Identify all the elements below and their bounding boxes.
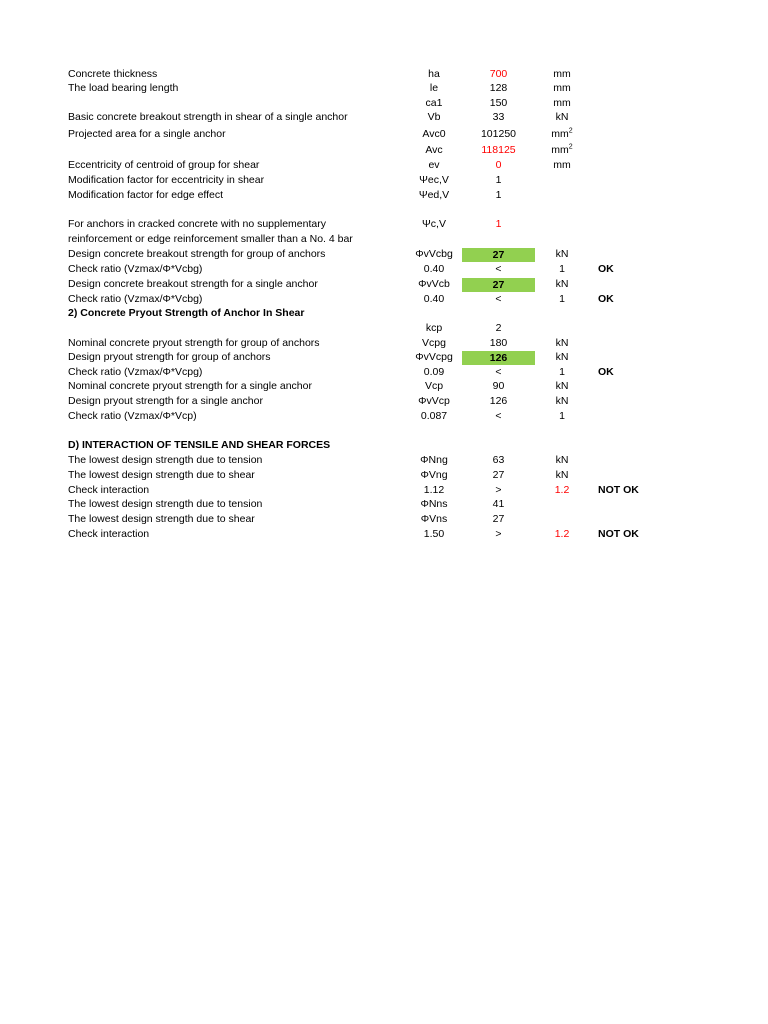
cell-description	[68, 110, 348, 125]
unit-superscript: 2	[568, 127, 573, 135]
cell-unit-text: 1	[559, 263, 565, 275]
cell-description	[68, 483, 149, 498]
cell-value	[462, 512, 535, 527]
unit-superscript: 2	[568, 143, 573, 151]
cell-comparator-text: <	[495, 366, 502, 378]
cell-value-text: 27	[492, 249, 505, 261]
cell-value-text: 700	[489, 68, 508, 80]
cell-unit	[530, 453, 594, 468]
cell-value	[462, 379, 535, 394]
cell-value	[462, 351, 535, 365]
cell-unit	[530, 81, 594, 96]
cell-unit	[530, 247, 594, 262]
cell-description	[68, 365, 202, 380]
cell-description	[68, 306, 304, 321]
cell-status-text: NOT OK	[598, 528, 639, 540]
sheet-row	[0, 277, 768, 292]
cell-value	[462, 81, 535, 96]
cell-value-text: 126	[489, 352, 508, 364]
cell-description	[68, 158, 259, 173]
cell-description-text: For anchors in cracked concrete with no supplementary	[68, 218, 326, 230]
cell-unit-text: kN	[555, 380, 569, 392]
cell-symbol-text: 0.40	[423, 263, 445, 275]
cell-value-text: 128	[489, 82, 508, 94]
cell-description-text: 2) Concrete Pryout Strength of Anchor In Shear	[68, 307, 305, 319]
cell-value	[462, 217, 535, 232]
cell-symbol-text: ha	[428, 68, 440, 80]
cell-description-text: Projected area for a single anchor	[68, 128, 226, 140]
cell-description-text: The lowest design strength due to shear	[68, 513, 255, 525]
cell-status	[598, 483, 648, 498]
cell-unit	[530, 158, 594, 173]
cell-symbol-text: Vcpg	[422, 337, 446, 349]
cell-value	[462, 248, 535, 262]
cell-description-text: Check ratio (Vzmax/Φ*Vcpg)	[68, 366, 203, 378]
cell-value	[462, 453, 535, 468]
sheet-row	[0, 379, 768, 394]
cell-symbol-text: kcp	[425, 322, 443, 334]
cell-description	[68, 394, 263, 409]
cell-symbol-text: ΦNng	[420, 454, 448, 466]
cell-description-text: Basic concrete breakout strength in shear of a single anchor	[68, 111, 348, 123]
cell-value-text: 41	[492, 498, 505, 510]
cell-value	[462, 158, 535, 173]
sheet-row	[0, 306, 768, 321]
cell-comparator-text: <	[495, 263, 502, 275]
sheet-row	[0, 96, 768, 111]
sheet-row	[0, 365, 768, 380]
sheet-row	[0, 321, 768, 336]
cell-symbol-text: ΦvVcb	[418, 278, 450, 290]
cell-value-text: 126	[489, 395, 508, 407]
cell-unit	[530, 127, 594, 142]
sheet-row	[0, 247, 768, 262]
cell-status	[598, 527, 648, 542]
cell-value-text: 180	[489, 337, 508, 349]
cell-description-text: Modification factor for eccentricity in shear	[68, 174, 265, 186]
cell-comparator	[462, 483, 535, 498]
cell-symbol-text: 1.50	[423, 528, 445, 540]
sheet-row	[0, 127, 768, 142]
cell-symbol-text: Avc0	[422, 128, 446, 140]
cell-status-text: OK	[598, 366, 614, 378]
cell-value	[462, 188, 535, 203]
cell-unit-text: mm	[553, 159, 571, 171]
cell-description	[68, 67, 157, 82]
cell-unit	[530, 379, 594, 394]
cell-value-text: 150	[489, 97, 508, 109]
cell-symbol-text: 0.09	[423, 366, 445, 378]
cell-symbol-text: ΦvVcp	[418, 395, 450, 407]
cell-description-text: The lowest design strength due to shear	[68, 469, 255, 481]
cell-unit	[530, 262, 594, 277]
cell-status-text: OK	[598, 293, 614, 305]
cell-description-text: Eccentricity of centroid of group for shear	[68, 159, 260, 171]
cell-symbol-text: Ψc,V	[422, 218, 446, 230]
cell-symbol-text: Vcp	[424, 380, 444, 392]
cell-description	[68, 497, 262, 512]
cell-value	[462, 67, 535, 82]
cell-comparator	[462, 527, 535, 542]
cell-value-text: 118125	[481, 144, 516, 156]
cell-symbol-text: ev	[428, 159, 440, 171]
cell-description-text: reinforcement or edge reinforcement smaller than a No. 4 bar	[68, 233, 353, 245]
cell-unit-text: 1.2	[554, 484, 570, 496]
cell-description-text: Check interaction	[68, 484, 150, 496]
cell-description	[68, 292, 202, 307]
cell-symbol-text: ca1	[425, 97, 443, 109]
cell-unit	[530, 350, 594, 365]
cell-unit-text: kN	[555, 248, 569, 260]
cell-description-text: Design pryout strength for a single anchor	[68, 395, 263, 407]
cell-value-text: 63	[492, 454, 505, 466]
cell-description	[68, 232, 353, 247]
cell-description	[68, 453, 262, 468]
cell-unit-text: 1	[559, 410, 565, 422]
sheet-row	[0, 512, 768, 527]
cell-unit-text: mm	[551, 128, 569, 140]
cell-value-text: 27	[492, 469, 505, 481]
cell-description-text: Nominal concrete pryout strength for group of anchors	[68, 337, 320, 349]
cell-unit-text: mm	[553, 68, 571, 80]
cell-unit	[530, 483, 594, 498]
cell-comparator-text: <	[495, 293, 502, 305]
sheet-row	[0, 468, 768, 483]
cell-value	[462, 278, 535, 292]
sheet-row	[0, 158, 768, 173]
cell-description-text: Modification factor for edge effect	[68, 189, 224, 201]
sheet-row	[0, 81, 768, 96]
sheet-row	[0, 336, 768, 351]
sheet-row	[0, 143, 768, 158]
cell-description	[68, 527, 149, 542]
cell-description-text: D) INTERACTION OF TENSILE AND SHEAR FORCES	[68, 439, 331, 451]
sheet-row	[0, 527, 768, 542]
cell-value-text: 101250	[480, 128, 517, 140]
sheet-row	[0, 483, 768, 498]
cell-unit-text: mm	[553, 97, 571, 109]
cell-symbol-text: Avc	[425, 144, 443, 156]
sheet-row	[0, 188, 768, 203]
cell-unit	[530, 96, 594, 111]
cell-description-text: The lowest design strength due to tension	[68, 498, 263, 510]
cell-comparator-text: >	[495, 528, 502, 540]
cell-symbol-text: 1.12	[423, 484, 445, 496]
cell-unit	[530, 110, 594, 125]
cell-description	[68, 188, 223, 203]
cell-description-text: The lowest design strength due to tension	[68, 454, 263, 466]
cell-unit-text: kN	[555, 469, 569, 481]
cell-description	[68, 409, 197, 424]
cell-symbol-text: ΦVng	[420, 469, 448, 481]
cell-unit	[530, 468, 594, 483]
cell-description-text: Design concrete breakout strength for a single anchor	[68, 278, 318, 290]
cell-description-text: The load bearing length	[68, 82, 179, 94]
cell-unit	[530, 409, 594, 424]
cell-value	[462, 96, 535, 111]
cell-comparator-text: >	[495, 484, 502, 496]
sheet-row	[0, 409, 768, 424]
cell-symbol-text: Vb	[427, 111, 441, 123]
sheet-row	[0, 262, 768, 277]
cell-symbol-text: Ψec,V	[419, 174, 449, 186]
sheet-row	[0, 497, 768, 512]
cell-unit-text: kN	[555, 337, 569, 349]
cell-value	[462, 336, 535, 351]
cell-description-text: Check ratio (Vzmax/Φ*Vcbg)	[68, 293, 203, 305]
cell-description-text: Design pryout strength for group of anchors	[68, 351, 271, 363]
cell-unit	[530, 527, 594, 542]
cell-value-text: 90	[492, 380, 505, 392]
cell-unit	[530, 292, 594, 307]
cell-value-text: 1	[495, 174, 502, 186]
cell-unit-text: 1.2	[554, 528, 570, 540]
cell-value	[462, 143, 535, 158]
cell-status	[598, 365, 648, 380]
sheet-row	[0, 110, 768, 125]
cell-value-text: 33	[492, 111, 505, 123]
cell-unit-text: kN	[555, 395, 569, 407]
cell-description	[68, 173, 264, 188]
cell-symbol-text: le	[429, 82, 439, 94]
cell-comparator	[462, 409, 535, 424]
cell-value-text: 27	[492, 513, 505, 525]
cell-description	[68, 217, 326, 232]
sheet-row	[0, 350, 768, 365]
cell-unit	[530, 336, 594, 351]
cell-symbol-text: 0.087	[420, 410, 448, 422]
cell-unit-text: 1	[559, 293, 565, 305]
cell-unit-text: kN	[555, 454, 569, 466]
cell-status	[598, 292, 648, 307]
cell-unit-text: 1	[559, 366, 565, 378]
sheet-row	[0, 67, 768, 82]
sheet-row	[0, 292, 768, 307]
cell-description	[68, 262, 202, 277]
sheet-row	[0, 173, 768, 188]
cell-description-text: Concrete thickness	[68, 68, 158, 80]
cell-comparator-text: <	[495, 410, 502, 422]
cell-symbol-text: Ψed,V	[418, 189, 450, 201]
cell-status-text: OK	[598, 263, 614, 275]
cell-comparator	[462, 365, 535, 380]
cell-value	[462, 497, 535, 512]
cell-value	[462, 173, 535, 188]
cell-symbol-text: ΦVns	[420, 513, 448, 525]
cell-description-text: Check interaction	[68, 528, 150, 540]
cell-description	[68, 277, 318, 292]
cell-unit-text: mm	[553, 82, 571, 94]
cell-unit-text: mm	[551, 144, 569, 156]
cell-comparator	[462, 292, 535, 307]
cell-value	[462, 394, 535, 409]
cell-comparator	[462, 262, 535, 277]
cell-symbol-text: 0.40	[423, 293, 445, 305]
cell-symbol-text: ΦvVcpg	[415, 351, 453, 363]
cell-description	[68, 336, 320, 351]
sheet-row	[0, 232, 768, 247]
cell-description-text: Check ratio (Vzmax/Φ*Vcp)	[68, 410, 197, 422]
sheet-row	[0, 438, 768, 453]
cell-description-text: Design concrete breakout strength for group of anchors	[68, 248, 326, 260]
cell-status	[598, 262, 648, 277]
cell-description	[68, 81, 178, 96]
cell-description-text: Nominal concrete pryout strength for a single anchor	[68, 380, 312, 392]
cell-symbol-text: ΦvVcbg	[415, 248, 453, 260]
cell-value	[462, 321, 535, 336]
cell-description-text: Check ratio (Vzmax/Φ*Vcbg)	[68, 263, 203, 275]
cell-unit	[530, 394, 594, 409]
cell-description	[68, 247, 325, 262]
cell-description	[68, 512, 255, 527]
sheet-row	[0, 394, 768, 409]
sheet-row	[0, 453, 768, 468]
cell-description	[68, 468, 255, 483]
cell-status-text: NOT OK	[598, 484, 639, 496]
cell-description	[68, 438, 330, 453]
cell-value-text: 27	[492, 279, 505, 291]
cell-unit	[530, 143, 594, 158]
cell-symbol-text: ΦNns	[420, 498, 448, 510]
cell-value	[462, 127, 535, 142]
cell-unit-text: kN	[555, 278, 569, 290]
cell-description	[68, 127, 226, 142]
cell-unit	[530, 277, 594, 292]
cell-value	[462, 468, 535, 483]
cell-value-text: 2	[495, 322, 502, 334]
cell-value	[462, 110, 535, 125]
cell-value-text: 1	[495, 218, 502, 230]
sheet-row	[0, 217, 768, 232]
cell-description	[68, 379, 312, 394]
cell-value-text: 1	[495, 189, 502, 201]
cell-unit	[530, 365, 594, 380]
cell-value-text: 0	[495, 159, 502, 171]
cell-unit-text: kN	[555, 111, 569, 123]
cell-unit	[530, 67, 594, 82]
cell-unit-text: kN	[555, 351, 569, 363]
cell-description	[68, 350, 271, 365]
